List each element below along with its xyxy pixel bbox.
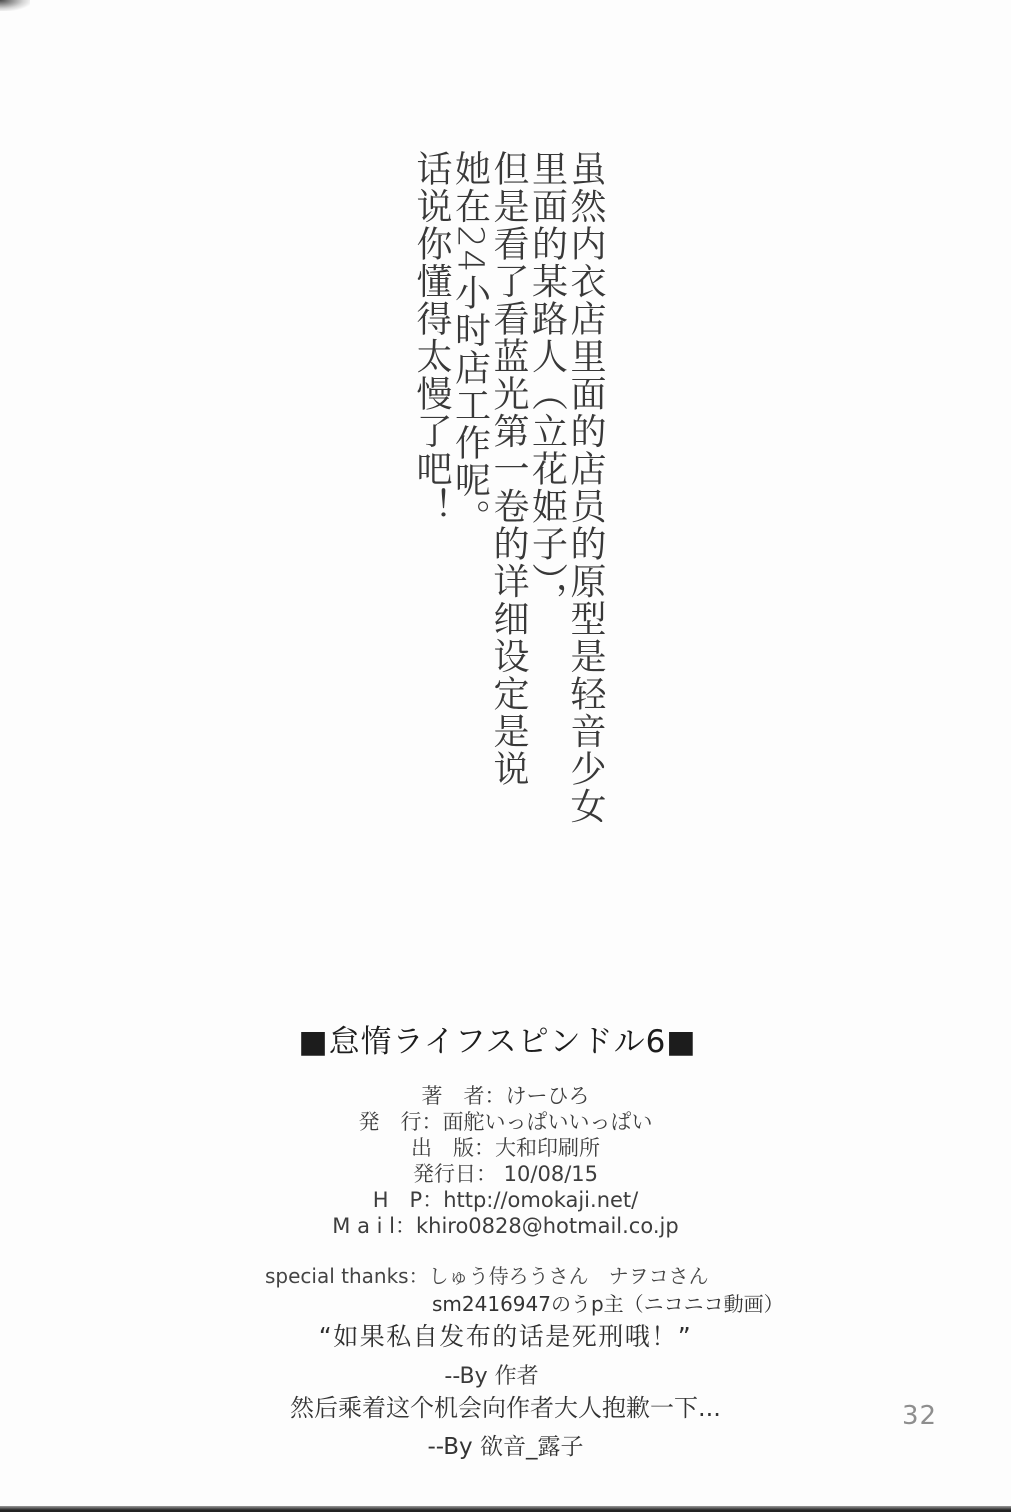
special-thanks-names: special thanks：しゅう侍ろうさん ナヲコさん <box>265 1264 709 1288</box>
doujin-title: ■怠惰ライフスピンドル6■ <box>298 1024 697 1060</box>
credit-mail-address: M a i l：khiro0828@hotmail.co.jp <box>332 1214 679 1238</box>
scan-edge-bottom <box>0 1506 1011 1512</box>
afterword-vertical-text <box>388 150 604 855</box>
apology-attribution: --By 欲音_露子 <box>427 1434 584 1460</box>
special-thanks <box>265 1263 825 1318</box>
credit-author: 著 者：けーひろ <box>421 1084 590 1108</box>
special-thanks-video-credit: sm2416947のうp主（ニコニコ動画） <box>432 1291 784 1316</box>
afterword-column-1: 虽然内衣店里面的店员的原型是轻音少女 <box>565 150 606 825</box>
credit-printer: 出 版：大和印刷所 <box>411 1136 600 1160</box>
afterword-column-2: 里面的某路人（立花姫子）， <box>526 150 568 620</box>
credit-publisher-circle: 発 行：面舵いっぱいいっぱい <box>358 1110 653 1134</box>
translator-apology: 然后乘着这个机会向作者大人抱歉一下... <box>290 1394 721 1422</box>
colophon-credits <box>0 1083 1011 1239</box>
author-quote: “如果私自发布的话是死刑哦！” <box>318 1322 693 1351</box>
quote-attribution: --By 作者 <box>444 1364 539 1389</box>
credit-homepage-url: H P：http://omokaji.net/ <box>372 1188 639 1212</box>
afterword-column-4: 她在24小时店工作呢。 <box>449 150 491 537</box>
afterword-column-5: 话说你懂得太慢了吧！ <box>411 150 452 525</box>
credit-publication-date: 発行日： 10/08/15 <box>413 1162 598 1186</box>
afterword-column-3: 但是看了看蓝光第一卷的详细设定是说 <box>488 150 529 788</box>
scan-artifact-top-left <box>0 0 30 11</box>
page-number: 32 <box>902 1401 938 1431</box>
